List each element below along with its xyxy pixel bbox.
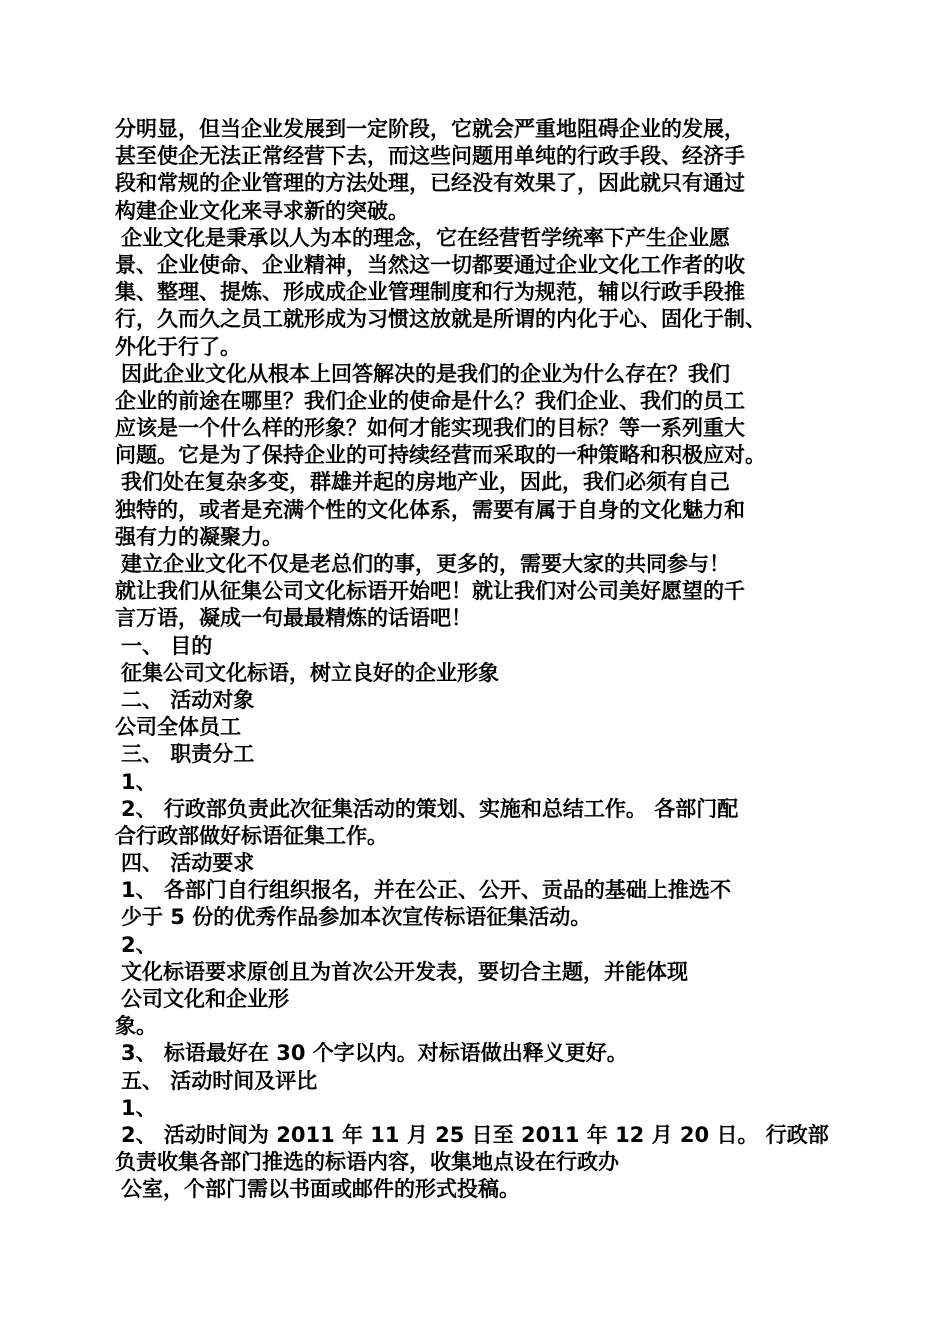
text-line: 行，久而久之员工就形成为习惯这放就是所谓的内化于心、固化于制、 [115,307,766,332]
text-line: 1、 [121,1095,157,1120]
text-line: 言万语，凝成一句最最精炼的话语吧！ [115,606,472,631]
text-line: 负责收集各部门推选的标语内容，收集地点设在行政办 [115,1150,619,1175]
text-line: 2、 活动时间为 2011 年 11 月 25 日至 2011 年 12 月 20 日。 行政部 [121,1122,829,1147]
text-line: 景、企业使命、企业精神，当然这一切都要通过企业文化工作者的收 [115,252,745,277]
text-line: 文化标语要求原创且为首次公开发表，要切合主题，并能体现 [121,959,688,984]
text-line: 因此企业文化从根本上回答解决的是我们的企业为什么存在？我们 [121,361,730,386]
text-line: 独特的，或者是充满个性的文化体系，需要有属于自身的文化魅力和 [115,497,745,522]
text-line: 合行政部做好标语征集工作。 [115,823,388,848]
text-line: 少于 5 份的优秀作品参加本次宣传标语征集活动。 [121,905,592,930]
text-line: 应该是一个什么样的形象？如何才能实现我们的目标？等一系列重大 [115,416,745,441]
text-line: 公司文化和企业形 [121,987,289,1011]
text-line: 象。 [115,1014,157,1039]
text-line: 集、整理、提炼、形成成企业管理制度和行为规范，辅以行政手段推 [115,280,745,305]
text-line: 外化于行了。 [115,334,241,359]
text-line: 2、 [121,932,157,957]
text-line: 我们处在复杂多变，群雄并起的房地产业，因此，我们必须有自己 [121,470,730,495]
text-line: 2、 行政部负责此次征集活动的策划、实施和总结工作。 各部门配 [121,796,739,821]
text-line: 1、 [121,769,157,794]
text-line: 就让我们从征集公司文化标语开始吧！就让我们对公司美好愿望的千 [115,579,745,604]
text-line: 企业文化是秉承以人为本的理念，它在经营哲学统率下产生企业愿 [121,225,730,250]
text-line: 强有力的凝聚力。 [115,524,283,549]
text-line: 公室，个部门需以书面或邮件的形式投稿。 [121,1177,520,1202]
text-line: 1、 各部门自行组织报名，并在公正、公开、贡品的基础上推选不 [121,878,731,903]
text-line: 征集公司文化标语，树立良好的企业形象 [121,660,499,685]
text-line: 企业的前途在哪里？我们企业的使命是什么？我们企业、我们的员工 [115,388,745,413]
text-line: 五、 活动时间及评比 [121,1068,318,1093]
text-line: 3、 标语最好在 30 个字以内。对标语做出释义更好。 [121,1041,628,1066]
text-line: 二、 活动对象 [121,687,255,712]
text-line: 甚至使企无法正常经营下去，而这些问题用单纯的行政手段、经济手 [115,144,745,169]
text-line: 公司全体员工 [115,715,241,740]
text-line: 分明显，但当企业发展到一定阶段，它就会严重地阻碍企业的发展， [115,117,745,141]
text-line: 构建企业文化来寻求新的突破。 [115,198,409,223]
text-line: 段和常规的企业管理的方法处理，已经没有效果了，因此就只有通过 [115,171,745,196]
document-body [115,116,845,1204]
text-line: 问题。它是为了保持企业的可持续经营而采取的一种策略和积极应对。 [115,443,766,468]
text-line: 四、 活动要求 [121,851,255,876]
text-line: 三、 职责分工 [121,742,255,767]
text-line: 一、 目的 [121,633,213,658]
text-line: 建立企业文化不仅是老总们的事，更多的，需要大家的共同参与！ [121,552,730,576]
